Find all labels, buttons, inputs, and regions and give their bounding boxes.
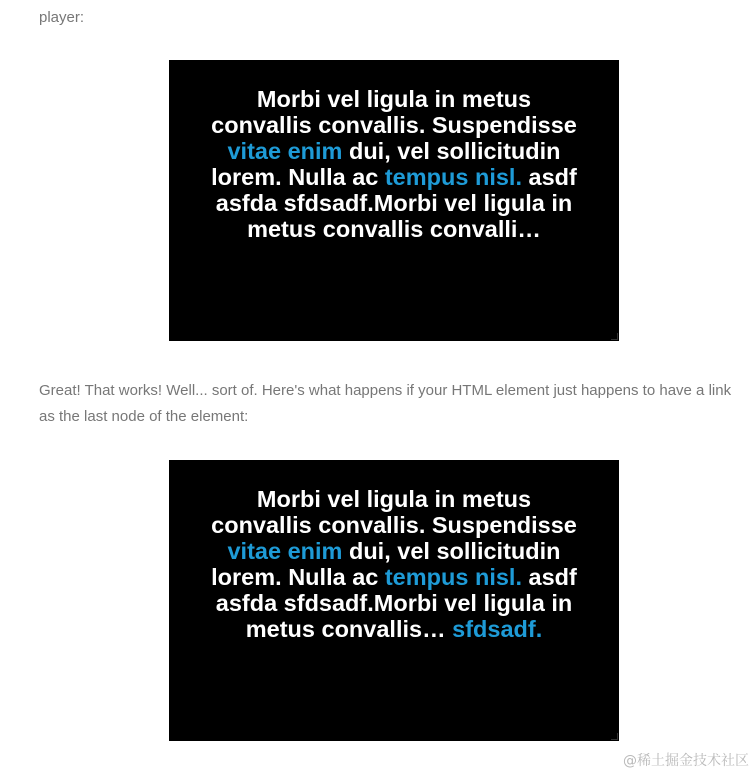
demo-box-ellipsis	[169, 60, 619, 341]
resize-grip-icon[interactable]	[611, 333, 618, 340]
link-vitae-enim[interactable]: vitae enim	[227, 138, 343, 164]
demo-text-segment: asdf asfda sfdsadf.Morbi vel ligula in metus convallis convalli…	[215, 164, 577, 242]
demo-text-segment: asdf asfda sfdsadf.Morbi vel ligula in metus convallis…	[215, 564, 577, 642]
demo-text-segment: dui, vel sollicitudin lorem. Nulla ac	[211, 138, 561, 190]
demo-text-segment: dui, vel sollicitudin lorem. Nulla ac	[211, 538, 561, 590]
link-tempus-nisl[interactable]: tempus nisl.	[384, 164, 522, 190]
link-tempus-nisl[interactable]: tempus nisl.	[384, 564, 522, 590]
demo-text-segment: Morbi vel ligula in metus convallis convallis. Suspendisse	[211, 486, 577, 538]
demo-text-segment: Morbi vel ligula in metus convallis convallis. Suspendisse	[211, 86, 577, 138]
intro-paragraph-tail: player:	[39, 9, 85, 26]
watermark: @稀土掘金技术社区	[623, 753, 749, 769]
demo-text-block	[209, 486, 579, 642]
demo-text-block	[209, 86, 579, 242]
demo-box-trailing-link	[169, 460, 619, 741]
link-sfdsadf[interactable]: sfdsadf.	[452, 616, 543, 642]
resize-grip-icon[interactable]	[611, 733, 618, 740]
link-vitae-enim[interactable]: vitae enim	[227, 538, 343, 564]
middle-paragraph: Great! That works! Well... sort of. Here's what happens if your HTML element just happens to have a link as the last node of the element:	[39, 382, 732, 425]
